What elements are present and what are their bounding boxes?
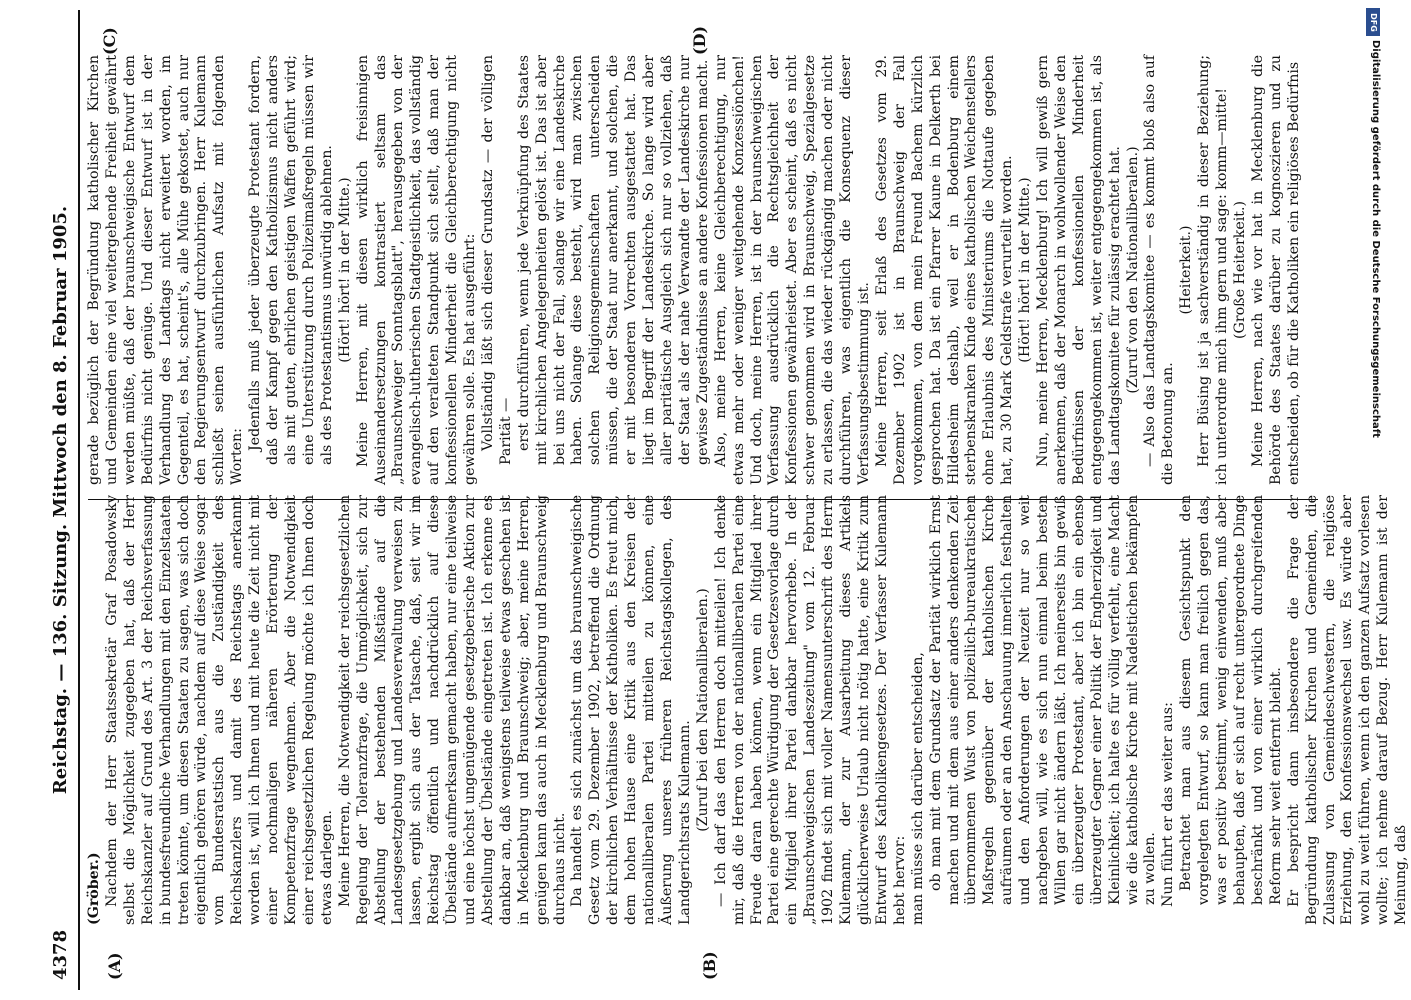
margin-mark-b: (B) [700,951,719,980]
paragraph: Meine Herren, mit diesen wirklich freisinnigen Auseinandersetzungen kontrastiert seltsam das „Braunschweiger Sonntagsblatt", herausgegeben von der evangelisch-lutherischen Stadtgeistlichkeit, das vollständig auf den veralteten Standpunkt sich stellt, daß man der konfessionellen Minderheit die Gleichberechtigung nicht gewähren solle. Es hat ausgeführt: [354,55,479,485]
paragraph: Nun führt er das weiter aus: [1160,702,1177,907]
margin-mark-a: (A) [105,952,124,980]
paragraph: Meine Herren, nach wie vor hat in Mecklenburg die Behörde des Staates darüber zu kognoszieren und zu entscheiden, ob für die Katholiken ein religiöses Bedürfnis [1249,55,1302,485]
paragraph: Er bespricht dann insbesondere die Frage der Begründung katholischer Kirchen und Gemeinden, die Zulassung von Gemeindeschwestern, die religiöse Erziehung, den Konfessionswechsel usw. Es würde aber wohl zu weit führen, wenn ich den ganzen Aufsatz vorlesen wollte; ich nehme darauf Bezug. Herr Kulemann ist der Meinung, daß [1285,495,1410,925]
left-column [86,495,1411,925]
page-number: 4378 [50,929,71,980]
margin-mark-c: (C) [100,27,119,55]
paragraph: Da handelt es sich zunächst um das braunschweigische Gesetz vom 29. Dezember 1902, betreffend die Ordnung der kirchlichen Verhältnisse der Katholiken. Es freut mich, dem hohen Hause eine Kritik aus den Kreisen der nationalliberalen Partei mitteilen zu können, eine Äußerung unseres früheren Reichstagskollegen, des Landgerichtsrats Kulemann. [569,495,693,925]
right-column [86,55,1304,485]
paragraph: Nachdem der Herr Staatssekretär Graf Posadowsky selbst die Möglichkeit zugegeben hat, daß der Herr Reichskanzler auf Grund des Art. 3 der Reichsverfassung in bundesfreundliche Verhandlungen mit den Einzelstaaten treten könnte, um diesen Staaten zu sagen, was sich doch eigentlich gehören würde, nachdem auf diese Weise sogar vom Bundesratstisch aus die Zuständigkeit des Reichskanzlers und damit des Reichstags anerkannt worden ist, will ich Ihnen und mit heute die Zeit nicht mit einer nochmaligen näheren Erörterung der Kompetenzfrage wegnehmen. Aber die Notwendigkeit einer reichsgesetzlichen Regelung möchte ich Ihnen doch etwas darlegen. [103,495,335,925]
credit-text: Digitalisierung gefördert durch die Deutsche Forschungsgemeinschaft [1370,40,1381,438]
interjection: (Zuruf von den Nationalliberalen.) [1124,146,1141,394]
dfg-label: DFG [1368,12,1378,32]
interjection: (Hört! hört! in der Mitte.) [1017,177,1034,363]
paragraph: gerade bezüglich der Begründung katholischer Kirchen und Gemeinden eine viel weitergehende Freiheit gewährt werden müßte, daß der braunschweigische Entwurf dem Bedürfnis nicht genüge. Und dieser Entwurf ist in der Verhandlung des Landtags nicht erweitert worden, im Gegenteil, es hat, scheint's, alle Mühe gekostet, auch nur den Regierungsentwurf durchzubringen. Herr Kulemann schließt seinen ausführlichen Aufsatz mit folgenden Worten: [86,55,246,485]
paragraph: man müsse sich darüber entscheiden, [909,652,926,925]
interjection: (Hört! hört! in der Mitte.) [336,177,353,363]
interjection: (Große Heiterkeit.) [1232,200,1248,340]
paragraph: Also, meine Herren, keine Gleichberechtigung, nur etwas mehr oder weniger weitgehende Konzessiönchen! Und doch, meine Herren, ist in der braunschweigischen Verfassung ausdrücklich die Rechtsgleichheit der Konfessionen gewährleistet. Aber es scheint, daß es nicht schwer genommen wird in Braunschweig, Spezialgesetze zu erlassen, die das wieder rückgängig machen oder nicht durchführen, was eigentlich die Konsequenz dieser Verfassungsbestimmung ist. [712,55,872,485]
speaker-name: (Gröber.) [86,852,102,925]
quotation: Jedenfalls muß jeder überzeugte Protestant fordern, daß der Kampf gegen den Katholizismus nicht anders als mit guten, ehrlichen geistigen Waffen geführt wird; eine Unterstützung durch Polizeimaßregeln müssen wir als des Protestantismus unwürdig ablehnen. [247,55,335,465]
header-rule [78,10,80,990]
quotation: Betrachtet man aus diesem Gesichtspunkt den vorgelegten Entwurf, so kann man freilich gegen das, was er positiv bestimmt, wenig einwenden, muß aber behaupten, daß er sich auf recht untergeordnete Dinge beschränkt und von einer wirklich durchgreifenden Reform sehr weit entfernt bleibt. [1178,495,1284,905]
interjection: (Zuruf bei den Nationalliberalen.) [694,588,711,832]
interjection: (Heiterkeit.) [1178,225,1195,315]
paragraph: Herr Büsing ist ja sachverständig in dieser Beziehung; ich unterordne mich ihm gern und sage: komm—mitte! [1196,55,1231,485]
dfg-logo-icon [1366,8,1380,36]
paragraph: — Ich darf das den Herren doch mitteilen! Ich denke mir, daß die Herren von der nationalliberalen Partei eine Freude daran haben können, wenn ein Mitglied ihrer Partei eine gerechte Würdigung der Gesetzesvorlage durch ein Mitglied ihrer Partei dankbar hervorhebe. In der „Braunschweigischen Landeszeitung" vom 12. Februar 1902 findet sich mit voller Namensunterschrift des Herrn Kulemann, der zur Ausarbeitung dieses Artikels glücklicherweise Urlaub nicht nötig hatte, eine Kritik zum Entwurf des Katholikengesetzes. Der Verfasser Kulemann hebt hervor: [712,495,908,925]
paragraph: Meine Herren, die Notwendigkeit der reichsgesetzlichen Regelung der Toleranzfrage, die Unmöglichkeit, sich zur Abstellung der bestehenden Mißstände auf die Landesgesetzgebung und Landesverwaltung verweisen zu lassen, ergibt sich aus der Tatsache, daß, seit wir im Reichstag öffentlich und nachdrücklich auf diese Übelstände aufmerksam gemacht haben, nur eine teilweise und eine höchst ungenügende gesetzgeberische Aktion zur Abstellung der Übelstände eingetreten ist. Ich erkenne es dankbar an, daß wenigstens teilweise etwas geschehen ist in Mecklenburg und Braunschweig; aber, meine Herren, genügen kann das auch in Mecklenburg und Braunschweig durchaus nicht. [336,495,568,925]
quotation: erst durchführen, wenn jede Verknüpfung des Staates mit kirchlichen Angelegenheiten gelöst ist. Das ist aber bei uns nicht der Fall, solange wir eine Landeskirche haben. Solange diese besteht, wird man zwischen solchen Religionsgemeinschaften unterscheiden müssen, die der Staat nur anerkannt, und solchen, die er mit besonderen Vorrechten ausgestattet hat. Das liegt im Begriff der Landeskirche. So lange wird aber aller paritätische Ausgleich sich nur so vollziehen, daß der Staat als der nahe Verwandte der Landeskirche nur gewisse Zugeständnisse an andere Konfessionen macht. [515,55,711,465]
session-header: Reichstag. — 136. Sitzung. Mittwoch den 8. Februar 1905. [50,205,71,795]
column-divider [88,499,1318,500]
margin-mark-d: (D) [690,25,709,55]
paragraph: Nun, meine Herren, Mecklenburg! Ich will gewiß gern anerkennen, daß der Monarch in wohlwollender Weise den Bedürfnissen der konfessionellen Minderheit entgegengekommen ist, weiter entgegengekommen ist, als das Landtagskomitee für zulässig erachtet hat. [1035,55,1123,485]
paragraph: Meine Herren, seit Erlaß des Gesetzes vom 29. Dezember 1902 ist in Braunschweig der Fall vorgekommen, von dem mein Freund Bachem kürzlich gesprochen hat. Da ist ein Pfarrer Kaune in Delkerth bei Hildesheim deshalb, weil er in Bodenburg einem sterbenskranken Kinde eines katholischen Weichenstellers ohne Erlaubnis des Ministeriums die Nottaufe gegeben hat, zu 30 Mark Geldstrafe verurteilt worden. [873,55,1016,485]
quotation: ob man mit dem Grundsatz der Parität wirklich Ernst machen und mit dem aus einer anders denkenden Zeit übernommenen Wust von polizeilich-bureaukratischen Maßregeln gegenüber der katholischen Kirche aufräumen oder an den Anschauung innerlich festhalten und den Anforderungen der Neuzeit nur so weit nachgeben will, wie es sich nun einmal beim besten Willen gar nicht ändern läßt. Ich meinerseits bin gewiß ein überzeugter Protestant, aber ich bin ein ebenso überzeugter Gegner einer Politik der Engherzigkeit und Kleinlichkeit; ich halte es für völlig verfehlt, eine Macht wie die katholische Kirche mit Nadelstichen bekämpfen zu wollen. [927,495,1159,905]
quotation: Vollständig läßt sich dieser Grundsatz — der völligen Parität — [479,55,514,465]
digitization-credit [1365,40,1381,620]
paragraph: — Also das Landtagskomitee — es kommt bloß also auf die Betonung an. [1142,55,1177,485]
